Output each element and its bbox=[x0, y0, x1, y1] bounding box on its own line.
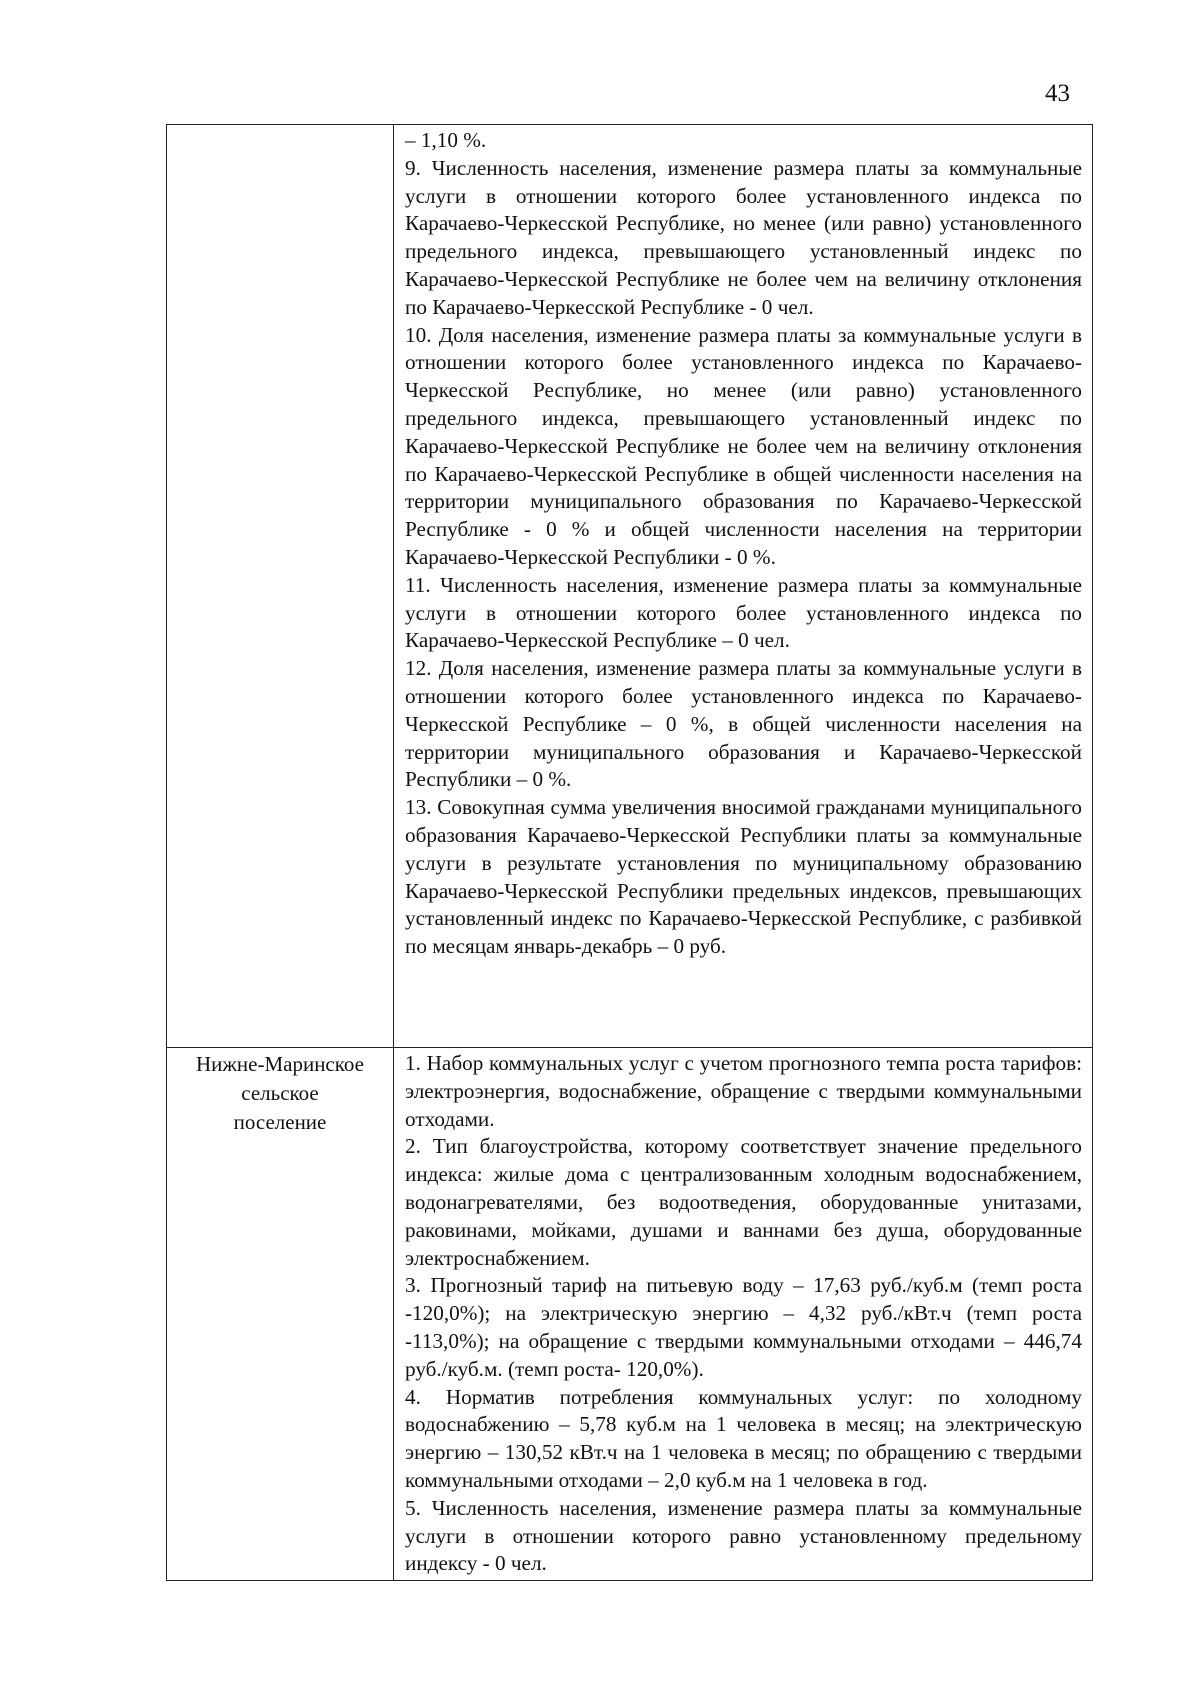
paragraph: 13. Совокупная сумма увеличения вносимой гражданами муниципального образования Карачаево-Черкесской Республики платы за коммунальные услуги в результате установления по муниципальному образованию Карачаево-Черкесской Республики предельных индексов, превышающих установленный индекс по Карачаево-Черкесской Республике, с разбивкой по месяцам январь-декабрь – 0 руб. bbox=[405, 795, 1082, 959]
paragraph: 5. Численность населения, изменение размера платы за коммунальные услуги в отношении которого равно установленному предельному индексу - 0 чел. bbox=[405, 1495, 1082, 1576]
paragraph: 9. Численность населения, изменение размера платы за коммунальные услуги в отношении которого более установленного индекса по Карачаево-Черкесской Республике, но менее (или равно) установленного предельного индекса, превышающего установленный индекс по Карачаево-Черкесской Республике не более чем на величину отклонения по Карачаево-Черкесской Республике - 0 чел. bbox=[405, 155, 1082, 319]
content-cell bbox=[394, 125, 1093, 1048]
paragraph: 4. Норматив потребления коммунальных услуг: по холодному водоснабжению – 5,78 куб.м на 1 человека в месяц; на электрическую энергию – 130,52 кВт.ч на 1 человека в месяц; по обращению с твердыми коммунальными отходами – 2,0 куб.м на 1 человека в год. bbox=[405, 1384, 1082, 1492]
content-cell bbox=[394, 1048, 1093, 1581]
paragraph: 2. Тип благоустройства, которому соответствует значение предельного индекса: жилые дома с централизованным холодным водоснабжением, водонагревателями, без водоотведения, оборудованные унитазами, раковинами, мойками, душами и ваннами без душа, оборудованные электроснабжением. bbox=[405, 1134, 1082, 1270]
region-cell bbox=[167, 125, 394, 1048]
document-table bbox=[166, 124, 1093, 1581]
region-name-line: сельское bbox=[241, 1081, 319, 1105]
region-name bbox=[167, 1048, 393, 1137]
paragraph: – 1,10 %. bbox=[405, 128, 487, 152]
table-row bbox=[167, 125, 1093, 1048]
page-number: 43 bbox=[1045, 80, 1070, 107]
paragraph: 10. Доля населения, изменение размера платы за коммунальные услуги в отношении которого более установленного индекса по Карачаево-Черкесской Республике, но менее (или равно) установленного предельного индекса, превышающего установленный индекс по Карачаево-Черкесской Республике не более чем на величину отклонения по Карачаево-Черкесской Республике в общей численности населения на территории муниципального образования по Карачаево-Черкесской Республике - 0 % и общей численности населения на территории Карачаево-Черкесской Республики - 0 %. bbox=[405, 322, 1082, 569]
region-name-line: поселение bbox=[233, 1110, 327, 1134]
region-name-line: Нижне-Маринское bbox=[196, 1052, 364, 1076]
paragraph: 11. Численность населения, изменение размера платы за коммунальные услуги в отношении которого более установленного индекса по Карачаево-Черкесской Республике – 0 чел. bbox=[405, 572, 1082, 653]
paragraph: 12. Доля населения, изменение размера платы за коммунальные услуги в отношении которого более установленного индекса по Карачаево-Черкесской Республике – 0 %, в общей численности населения на территории муниципального образования и Карачаево-Черкесской Республики – 0 %. bbox=[405, 656, 1082, 792]
table-row bbox=[167, 1048, 1093, 1581]
paragraph: 1. Набор коммунальных услуг с учетом прогнозного темпа роста тарифов: электроэнергия, водоснабжение, обращение с твердыми коммунальными отходами. bbox=[405, 1051, 1082, 1131]
region-cell bbox=[167, 1048, 394, 1581]
paragraph: 3. Прогнозный тариф на питьевую воду – 17,63 руб./куб.м (темп роста -120,0%); на электрическую энергию – 4,32 руб./кВт.ч (темп роста -113,0%); на обращение с твердыми коммунальными отходами – 446,74 руб./куб.м. (темп роста- 120,0%). bbox=[405, 1273, 1082, 1381]
